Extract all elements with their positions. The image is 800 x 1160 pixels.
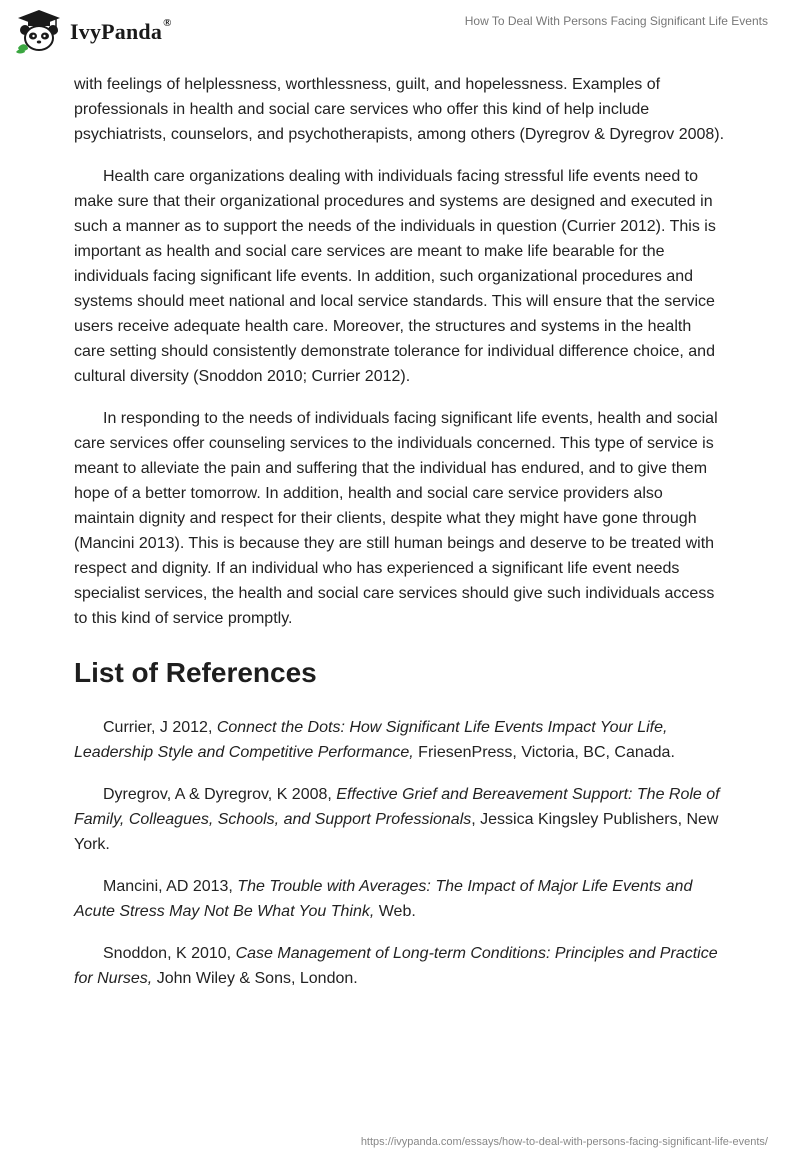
paragraph-continuation: with feelings of helplessness, worthlessness, guilt, and hopelessness. Examples of professionals in health and social care services who offer this kind of help include psychiatrists, counselors, and psychotherapists, among others (Dyregrov & Dyregrov 2008). — [74, 76, 725, 143]
reference-item — [74, 715, 726, 765]
reference-item — [74, 874, 726, 924]
reference-publisher: , Jessica Kingsley Publishers, New York. — [74, 811, 719, 853]
reference-publisher: John Wiley & Sons, London. — [152, 970, 358, 987]
paragraph-organizational-procedures: Health care organizations dealing with individuals facing stressful life events need to make sure that their organizational procedures and systems are designed and executed in such a manner as to support the needs of the individuals in question (Currier 2012). This is important as health and social care services are meant to make life bearable for the individuals facing significant life events. In addition, such organizational procedures and systems should meet national and local service standards. This will ensure that the service users receive adequate health care. Moreover, the structures and systems in the health care setting should consistently demonstrate tolerance for individual difference choice, and cultural diversity (Snoddon 2010; Currier 2012). — [74, 168, 716, 385]
reference-publisher: Web. — [374, 903, 416, 920]
reference-author: Mancini, AD 2013, — [103, 878, 238, 895]
reference-item — [74, 782, 726, 857]
reference-publisher: FriesenPress, Victoria, BC, Canada. — [413, 744, 675, 761]
reference-author: Dyregrov, A & Dyregrov, K 2008, — [103, 786, 337, 803]
page-header — [0, 0, 800, 64]
document-title: How To Deal With Persons Facing Significant Life Events — [464, 14, 768, 28]
brand-name — [70, 19, 172, 45]
reference-title: Case Management of Long-term Conditions: Principles and Practice for Nurses, — [74, 945, 718, 987]
panda-graduate-icon — [14, 8, 64, 54]
reference-author: Currier, J 2012, — [103, 719, 217, 736]
reference-title: Connect the Dots: How Significant Life Events Impact Your Life, Leadership Style and Competitive Performance, — [74, 719, 668, 761]
reference-item — [74, 941, 726, 991]
brand-name-text: IvyPanda — [70, 19, 163, 44]
paragraph-counseling-services: In responding to the needs of individuals facing significant life events, health and social care services offer counseling services to the individuals concerned. This type of service is meant to alleviate the pain and suffering that the individual has endured, and to give them hope of a better tomorrow. In addition, health and social care service providers also maintain dignity and respect for their clients, despite what they might have gone through (Mancini 2013). This is because they are still human beings and deserve to be treated with respect and dignity. If an individual who has experienced a significant life event needs specialist services, the health and social care services should give such individuals access to this kind of service promptly. — [74, 410, 718, 627]
registered-mark: ® — [163, 17, 172, 29]
references-heading: List of References — [74, 657, 317, 688]
essay-content — [74, 72, 726, 1008]
reference-title: Effective Grief and Bereavement Support: The Role of Family, Colleagues, Schools, and Support Professionals — [74, 786, 720, 828]
source-url-link[interactable]: https://ivypanda.com/essays/how-to-deal-with-persons-facing-significant-life-events/ — [360, 1136, 768, 1148]
reference-title: The Trouble with Averages: The Impact of Major Life Events and Acute Stress May Not Be What You Think, — [74, 878, 693, 920]
ivypanda-logo[interactable] — [14, 8, 172, 54]
reference-author: Snoddon, K 2010, — [103, 945, 236, 962]
